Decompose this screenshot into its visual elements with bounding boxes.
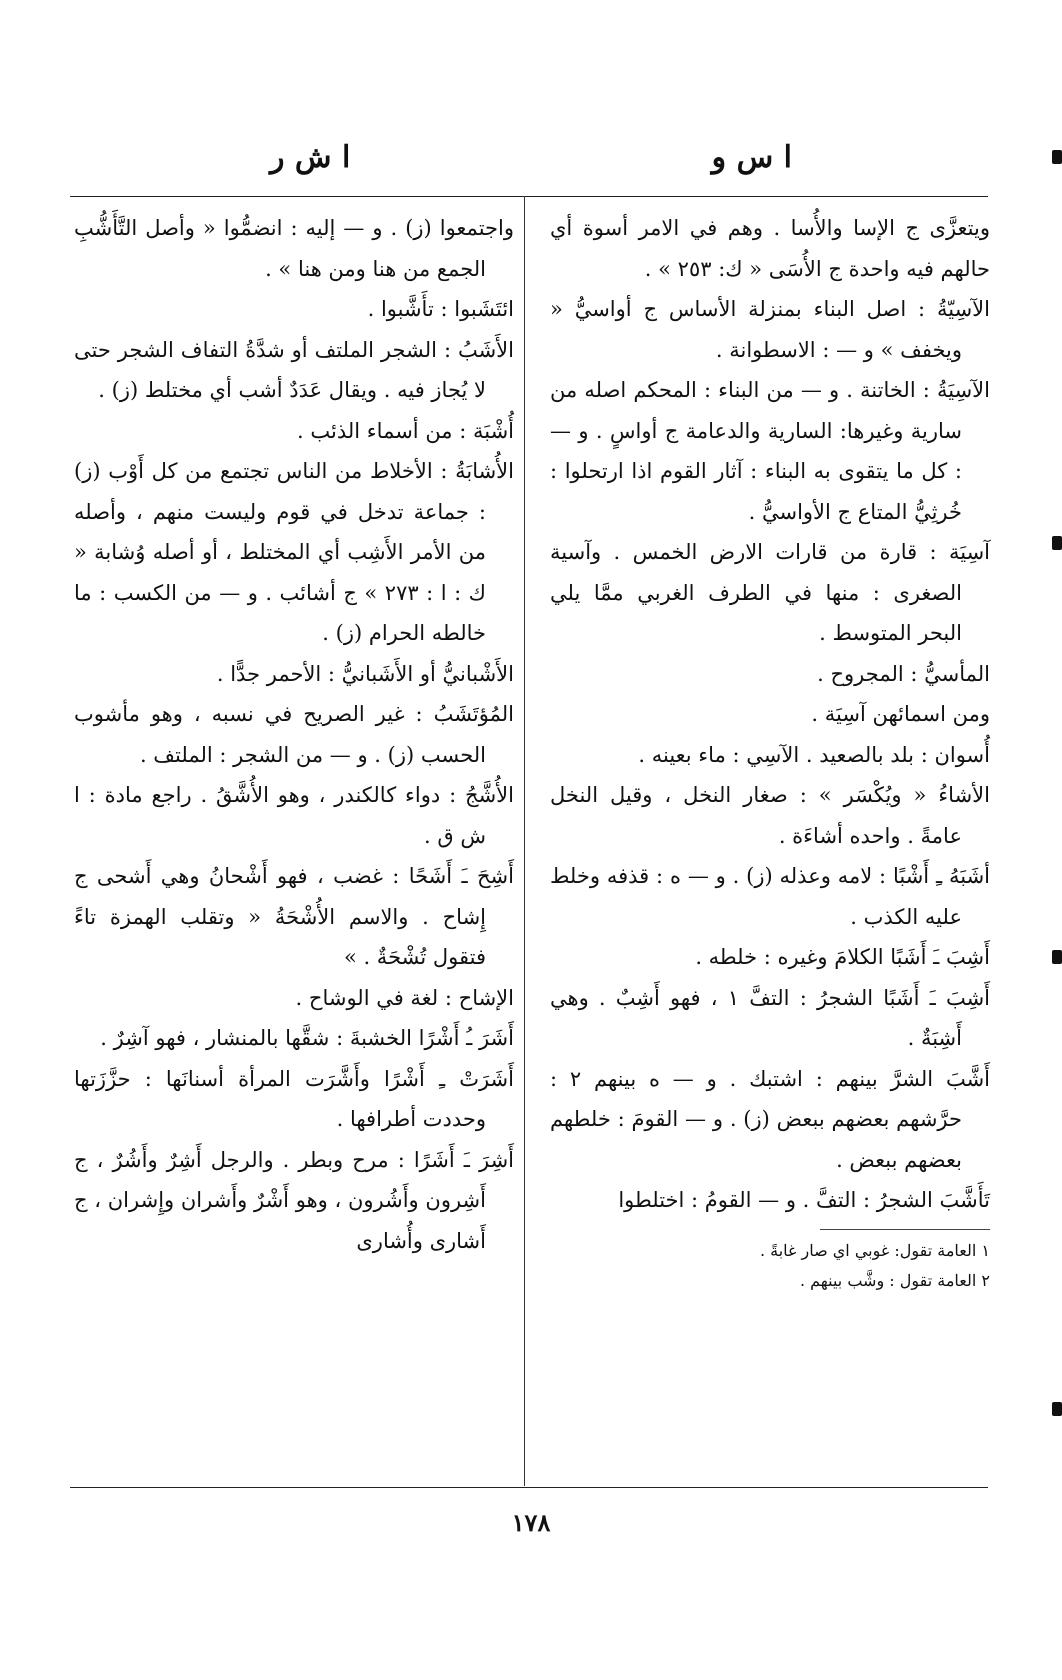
entry-paragraph: الإشاح : لغة في الوشاح . bbox=[295, 985, 514, 1010]
entry-paragraph: أَشَرَتْ ـِ أَشْرًا وأَشَّرَت المرأة أسنانَها : حزَّزَتها وحددت أطرافها . bbox=[74, 1066, 514, 1131]
scan-edge-mark bbox=[1052, 536, 1062, 550]
entry-paragraph: أَشِحَ ـَ أَشَحًا : غضب ، فهو أَشْحانُ وهي أَشحى ج إِشاح . والاسم الأُشْحَةُ « وتقلب الهمزة تاءً فتقول تُشْحَةٌ . » bbox=[74, 864, 514, 969]
left-column-header: ا ش ر bbox=[270, 140, 351, 175]
entry-paragraph: أُشْبَة : من أسماء الذئب . bbox=[297, 418, 514, 443]
entry-paragraph: الآسِيّةُ : اصل البناء بمنزلة الأساس ج أواسيُّ « ويخفف » و — : الاسطوانة . bbox=[550, 297, 990, 362]
scan-edge-mark bbox=[1052, 1402, 1062, 1416]
entry-paragraph: المُؤتَشَبُ : غير الصريح في نسبه ، وهو مأشوب الحسب (ز) . و — من الشجر : الملتف . bbox=[74, 702, 514, 767]
entry-paragraph: واجتمعوا (ز) . و — إليه : انضمُّوا « وأصل التَّأَشُّبِ الجمع من هنا ومن هنا » . bbox=[74, 216, 514, 281]
entry-paragraph: تَأَشَّبَ الشجرُ : التفَّ . و — القومُ : اختلطوا bbox=[618, 1188, 990, 1212]
left-column bbox=[74, 208, 514, 1261]
footnote-separator bbox=[820, 1229, 990, 1230]
scan-edge-mark bbox=[1052, 950, 1062, 964]
entry-paragraph: أشَبَهُ ـِ أَشْبًا : لامه وعذله (ز) . و — ه : قذفه وخلط عليه الكذب . bbox=[550, 864, 990, 929]
entry-paragraph: ومن اسمائهن آسِيَة . bbox=[811, 702, 990, 726]
page-number: ١٧٨ bbox=[511, 1508, 551, 1537]
entry-paragraph: الأشاءُ « ويُكْسَر » : صغار النخل ، وقيل النخل عامةً . واحده أشاءَة . bbox=[550, 783, 990, 848]
entry-paragraph: أَشَّبَ الشرَّ بينهم : اشتبك . و — ه بينهم ٢ : حرَّشهم بعضهم ببعض (ز) . و — القومَ : خلطهم بعضهم ببعض . bbox=[550, 1066, 990, 1172]
entry-paragraph: الآسِيَةُ : الخاتنة . و — من البناء : المحكم اصله من سارية وغيرها: السارية والدعامة ج أواسٍ . و — : كل ما يتقوى به البناء : آثار القوم اذا ارتحلوا : خُرثِيُّ المتاع ج الأواسيُّ . bbox=[550, 378, 990, 524]
entry-paragraph: الأَشَبُ : الشجر الملتف أو شدَّةُ التفاف الشجر حتى لا يُجاز فيه . ويقال عَدَدٌ أشب أي مختلط (ز) . bbox=[74, 337, 514, 402]
entry-paragraph: أَشَرَ ـُ أَشْرًا الخشبةَ : شقَّها بالمنشار ، فهو آشِرٌ . bbox=[100, 1026, 514, 1050]
footnote: ٢ العامة تقول : وشَّب بينهم . bbox=[799, 1270, 990, 1290]
right-column-header: ا س و bbox=[711, 140, 792, 175]
entry-paragraph: أُسوان : بلد بالصعيد . الآسِي : ماء بعينه . bbox=[638, 742, 990, 767]
header-rule bbox=[70, 196, 988, 197]
entry-paragraph: ويتعزَّى ج الإسا والأُسا . وهم في الامر أسوة أي حالهم فيه واحدة ج الأُسَى « ك: ٢٥٣ » . bbox=[550, 216, 990, 281]
column-divider bbox=[524, 196, 525, 1486]
entry-paragraph: ائتَشَبوا : تأَشَّبوا . bbox=[367, 297, 514, 321]
entry-paragraph: آسِيَة : قارة من قارات الارض الخمس . وآسية الصغرى : منها في الطرف الغربي ممَّا يلي البحر المتوسط . bbox=[550, 540, 990, 645]
entry-paragraph: الأُشَّجُ : دواء كالكندر ، وهو الأُشَّقُ . راجع مادة : ا ش ق . bbox=[74, 783, 514, 848]
entry-paragraph: الأَشْبانيُّ أو الأَشَبانيُّ : الأحمر جدًّا . bbox=[216, 661, 514, 686]
entry-paragraph: أَشِبَ ـَ أَشَبًا الشجرُ : التفَّ ١ ، فهو أَشِبٌ . وهي أَشِبَةٌ . bbox=[550, 985, 990, 1050]
right-column bbox=[550, 208, 990, 1296]
entry-paragraph: المأسيُّ : المجروح . bbox=[817, 661, 990, 686]
entry-paragraph: الأُشابَةُ : الأخلاط من الناس تجتمع من كل أَوْب (ز) : جماعة تدخل في قوم وليست منهم ، وأصله من الأمر الأَشِب أي المختلط ، أو أصله وُشابة « ك : ا : ٢٧٣ » ج أشائب . و — من الكسب : ما خالطه الحرام (ز) . bbox=[74, 459, 514, 645]
entry-paragraph: أَشِبَ ـَ أَشَبًا الكلامَ وغيره : خلطه . bbox=[695, 945, 990, 969]
footnote: ١ العامة تقول: غوبي اي صار غابةً . bbox=[759, 1240, 990, 1260]
entry-paragraph: أَشِرَ ـَ أَشَرًا : مرح وبطر . والرجل أَشِرٌ وأَشُرٌ ، ج أَشِرون وأَشُرون ، وهو أَشْرٌ وأَشران وإِشران ، ج أَشارى وأُشارى bbox=[74, 1147, 514, 1253]
footer-rule bbox=[70, 1487, 988, 1488]
scan-edge-mark bbox=[1052, 150, 1062, 164]
